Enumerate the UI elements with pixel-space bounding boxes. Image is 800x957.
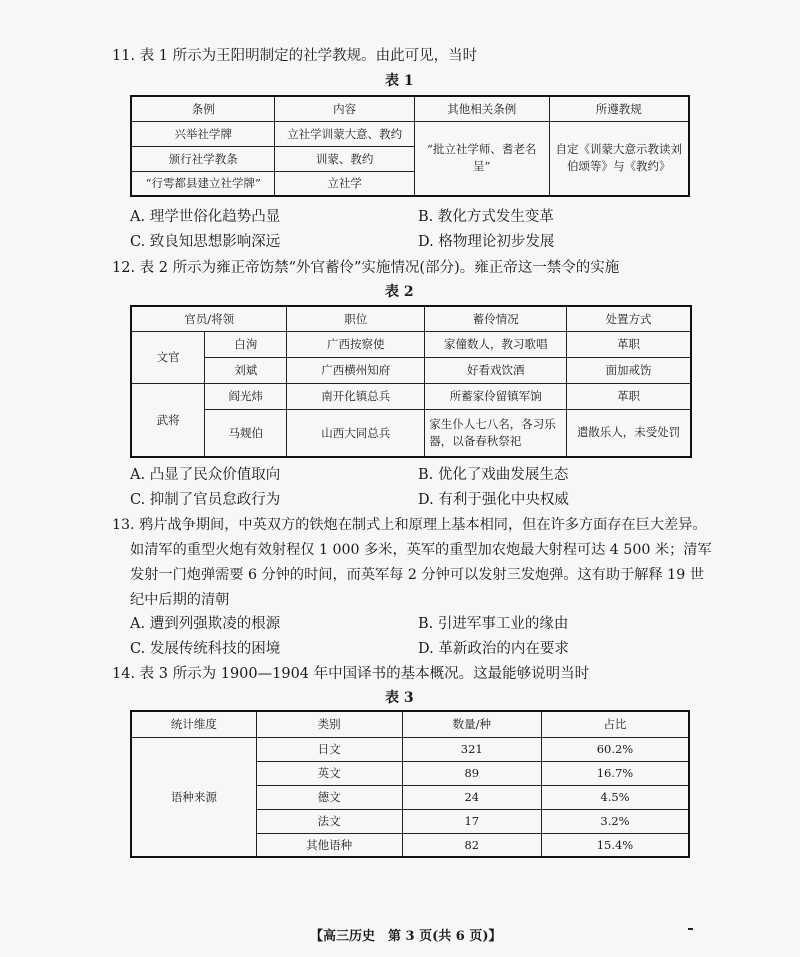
q11-option-b[interactable]: B. 教化方式发生变革: [418, 209, 554, 225]
table-2-header: 官员/将领: [131, 306, 287, 331]
table-1-header: 其他相关条例: [414, 96, 549, 121]
table-2-header: 处置方式: [567, 306, 691, 331]
table-2-cell: 山西大同总兵: [287, 409, 425, 457]
q11-option-c[interactable]: C. 致良知思想影响深远: [130, 234, 281, 250]
table-3-cell: 法文: [256, 809, 402, 833]
table-1-merged-cell: “批立社学师、耆老名呈”: [414, 121, 549, 196]
table-2-cell: 革职: [567, 331, 691, 357]
q14-table-caption: 表 3: [385, 690, 414, 706]
table-3-cell: 其他语种: [256, 833, 402, 857]
page-footer: 【高三历史 第 3 页(共 6 页)】: [310, 929, 502, 944]
table-2-cell: 马觌伯: [205, 409, 287, 457]
table-1-header: 内容: [275, 96, 414, 121]
table-3-cell: 60.2%: [541, 737, 689, 761]
table-2-cell: 家僮数人，教习歌唱: [425, 331, 567, 357]
q13-option-a[interactable]: A. 遭到列强欺凌的根源: [130, 616, 281, 632]
q13-stem-line: 13. 鸦片战争期间，中英双方的铁炮在制式上和原理上基本相同，但在许多方面存在巨大差异。: [112, 517, 707, 533]
table-1-cell: 立社学训蒙大意、教约: [275, 121, 414, 146]
q12-option-b[interactable]: B. 优化了戏曲发展生态: [418, 467, 569, 483]
q13-stem-line: 发射一门炮弹需要 6 分钟的时间，而英军每 2 分钟可以发射三发炮弹。这有助于解释 19 世: [130, 567, 704, 583]
table-3-cell: 3.2%: [541, 809, 689, 833]
page-mark: [688, 928, 693, 930]
q12-stem: 12. 表 2 所示为雍正帝饬禁“外官蓄伶”实施情况(部分)。雍正帝这一禁令的实施: [112, 260, 620, 276]
table-2-group-label: 武将: [131, 383, 205, 457]
table-3: [130, 710, 690, 858]
table-1-cell: “行雩都县建立社学牌”: [131, 171, 275, 196]
table-3-cell: 英文: [256, 761, 402, 785]
table-1-cell: 兴举社学牌: [131, 121, 275, 146]
table-2-cell: 阎光炜: [205, 383, 287, 409]
table-2-group-label: 文官: [131, 331, 205, 383]
table-3-cell: 日文: [256, 737, 402, 761]
table-2-cell: 家生仆人七八名，各习乐器，以备春秋祭祀: [425, 409, 567, 457]
q14-stem: 14. 表 3 所示为 1900—1904 年中国译书的基本概况。这最能够说明当时: [112, 666, 590, 682]
table-1: [130, 95, 690, 197]
table-2-cell: 广西横州知府: [287, 357, 425, 383]
table-2-cell: 革职: [567, 383, 691, 409]
table-3-cell: 15.4%: [541, 833, 689, 857]
q13-option-c[interactable]: C. 发展传统科技的困境: [130, 641, 281, 657]
table-2-cell: 所蓄家伶留镇军饷: [425, 383, 567, 409]
q13-stem-line: 如清军的重型火炮有效射程仅 1 000 多米，英军的重型加农炮最大射程可达 4 500 米；清军: [130, 542, 712, 558]
table-1-merged-cell: 自定《训蒙大意示教读刘伯颂等》与《教约》: [549, 121, 689, 196]
table-3-cell: 24: [402, 785, 541, 809]
q11-table-caption: 表 1: [385, 73, 414, 89]
table-2-cell: 南开化镇总兵: [287, 383, 425, 409]
q11-option-d[interactable]: D. 格物理论初步发展: [418, 234, 555, 250]
table-2-cell: 面加戒饬: [567, 357, 691, 383]
q11-option-a[interactable]: A. 理学世俗化趋势凸显: [130, 209, 281, 225]
table-3-cell: 16.7%: [541, 761, 689, 785]
table-1-cell: 训蒙、教约: [275, 146, 414, 171]
table-3-header: 统计维度: [131, 711, 256, 737]
table-2-cell: 好看戏饮酒: [425, 357, 567, 383]
q13-option-b[interactable]: B. 引进军事工业的缘由: [418, 616, 569, 632]
table-3-cell: 17: [402, 809, 541, 833]
q11-stem: 11. 表 1 所示为王阳明制定的社学教规。由此可见，当时: [112, 48, 478, 64]
table-3-cell: 德文: [256, 785, 402, 809]
q12-option-a[interactable]: A. 凸显了民众价值取向: [130, 467, 281, 483]
table-2-cell: 刘斌: [205, 357, 287, 383]
q12-option-c[interactable]: C. 抑制了官员怠政行为: [130, 492, 281, 508]
table-1-header: 条例: [131, 96, 275, 121]
table-3-header: 占比: [541, 711, 689, 737]
q13-option-d[interactable]: D. 革新政治的内在要求: [418, 641, 569, 657]
table-2-cell: 遣散乐人，未受处罚: [567, 409, 691, 457]
table-2-cell: 白洵: [205, 331, 287, 357]
table-1-header: 所遵教规: [549, 96, 689, 121]
table-1-cell: 颁行社学教条: [131, 146, 275, 171]
table-3-cell: 321: [402, 737, 541, 761]
q12-option-d[interactable]: D. 有利于强化中央权威: [418, 492, 569, 508]
table-3-header: 类别: [256, 711, 402, 737]
table-2-header: 职位: [287, 306, 425, 331]
table-3-header: 数量/种: [402, 711, 541, 737]
table-2-header: 蓄伶情况: [425, 306, 567, 331]
q12-table-caption: 表 2: [385, 284, 414, 300]
table-3-cell: 89: [402, 761, 541, 785]
table-3-group-label: 语种来源: [131, 737, 256, 857]
table-3-cell: 4.5%: [541, 785, 689, 809]
q13-stem-line: 纪中后期的清朝: [130, 592, 230, 608]
table-3-cell: 82: [402, 833, 541, 857]
table-1-cell: 立社学: [275, 171, 414, 196]
table-2: [130, 305, 692, 458]
table-2-cell: 广西按察使: [287, 331, 425, 357]
